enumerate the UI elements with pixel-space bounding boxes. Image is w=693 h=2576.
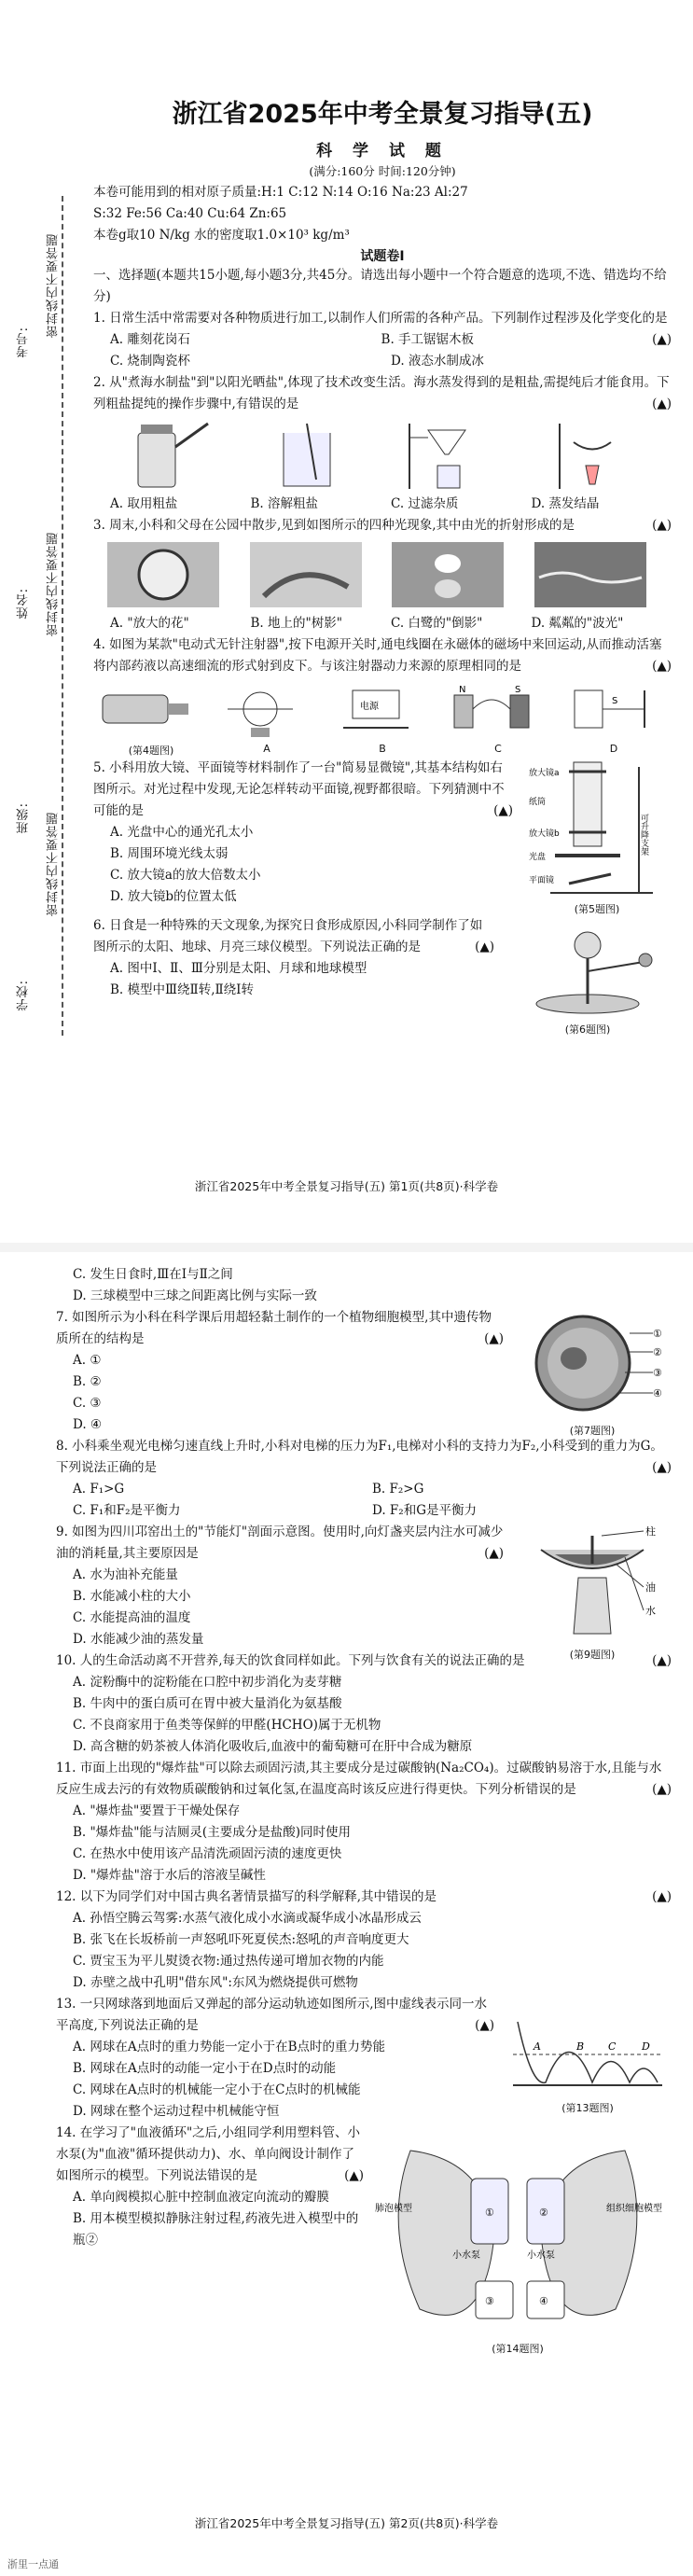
q12-stem: 12. 以下为同学们对中国古典名著情景描写的科学解释,其中错误的是 (▲)	[56, 1887, 672, 1908]
exam-page-2	[0, 1255, 693, 2576]
q3-photo-d	[530, 540, 672, 613]
q3-stem: 3. 周末,小科和父母在公园中散步,见到如图所示的四种光现象,其中由光的折射形成的是 (▲)	[93, 515, 672, 536]
q2-option-c: C. 过滤杂质	[391, 496, 459, 511]
q14-label-pump-2: 小水泵	[527, 2250, 555, 2261]
q2-option-b: B. 溶解粗盐	[250, 496, 319, 511]
svg-text:②: ②	[539, 2207, 548, 2219]
q5-label-a: 放大镜a	[529, 769, 560, 778]
svg-text:B: B	[576, 2040, 585, 2053]
q12-option-b: B. 张飞在长坂桥前一声怒吼吓死夏侯杰:怒吼的声音响度更大	[73, 1932, 409, 1947]
q9-label-shui: 水	[645, 1605, 656, 1617]
section-intro: 一、选择题(本题共15小题,每小题3分,共45分。请选出每小题中一个符合题意的选项,不选、错选均不给分)	[93, 268, 667, 304]
page2-footer: 浙江省2025年中考全景复习指导(五) 第2页(共8页)·科学卷	[194, 2516, 499, 2530]
svg-text:④: ④	[653, 1387, 662, 1399]
q13-option-b: B. 网球在A点时的动能一定小于在D点时的动能	[73, 2061, 337, 2076]
question-5	[93, 758, 672, 915]
question-4	[93, 634, 672, 758]
q5-label-b: 放大镜b	[529, 829, 560, 839]
q3-answer-mark: (▲)	[652, 518, 672, 533]
q14-answer-mark: (▲)	[344, 2168, 364, 2183]
question-11	[56, 1758, 672, 1887]
no-answer-label-3: 密封线内不要答题	[47, 812, 61, 916]
q2-stem: 2. 从"煮海水制盐"到"以阳光晒盐",体现了技术改变生活。海水蒸发得到的是粗盐,需提纯后才能食用。下列粗盐提纯的操作步骤中,有错误的是 (▲)	[93, 372, 672, 415]
q1-option-a: A. 雕刻花岗石	[110, 332, 190, 347]
q3-photos	[103, 540, 672, 613]
q7-option-a: A. ①	[73, 1353, 102, 1368]
svg-text:A: A	[534, 2040, 541, 2053]
exam-page-1	[0, 0, 693, 1241]
page2-content	[56, 1264, 672, 2355]
q10-option-b: B. 牛肉中的蛋白质可在胃中被大量消化为氨基酸	[73, 1696, 342, 1711]
q7-stem: 7. 如图所示为小科在科学课后用超轻黏土制作的一个植物细胞模型,其中遗传物质所在的结构是 (▲)	[56, 1307, 504, 1350]
svg-text:S: S	[612, 696, 618, 706]
q5-label-mirror: 平面镜	[529, 876, 555, 885]
q9-figure	[522, 1522, 662, 1662]
svg-text:③: ③	[485, 2295, 494, 2307]
page-separator	[0, 1243, 693, 1252]
q5-option-b: B. 周围环境光线太弱	[110, 846, 229, 861]
q5-option-a: A. 光盘中心的通光孔太小	[110, 825, 254, 840]
q11-option-c: C. 在热水中使用该产品清洗顽固污渍的速度更快	[73, 1846, 342, 1861]
atomic-mass-note-2: S:32 Fe:56 Ca:40 Cu:64 Zn:65	[93, 206, 287, 221]
q1-option-d: D. 液态水制成冰	[391, 354, 484, 369]
q3-photo-c	[387, 540, 530, 613]
q6-caption: (第6题图)	[564, 1023, 611, 1036]
q5-caption: (第5题图)	[574, 903, 620, 915]
q13-option-a: A. 网球在A点时的重力势能一定小于在B点时的重力势能	[73, 2040, 386, 2054]
q10-option-c: C. 不良商家用于鱼类等保鲜的甲醛(HCHO)属于无机物	[73, 1718, 381, 1733]
q9-option-b: B. 水能减小柱的大小	[73, 1589, 191, 1604]
q6-option-b: B. 模型中Ⅲ绕Ⅱ转,Ⅱ绕Ⅰ转	[110, 982, 254, 997]
q14-option-b: B. 用本模型模拟静脉注射过程,药液先进入模型中的瓶②	[73, 2211, 359, 2248]
q4-option-c: C	[494, 743, 502, 755]
q3-option-c: C. 白鹭的"倒影"	[391, 616, 483, 631]
q9-option-d: D. 水能减少油的蒸发量	[73, 1632, 204, 1647]
school-label: 学校:	[17, 980, 31, 1011]
q13-option-c: C. 网球在A点时的机械能一定小于在C点时的机械能	[73, 2082, 361, 2097]
q9-label-you: 油	[645, 1581, 656, 1594]
q5-label-disc: 光盘	[529, 853, 547, 862]
q3-photo-b	[245, 540, 388, 613]
score-time: (满分:160分 时间:120分钟)	[309, 164, 456, 178]
q14-figure	[373, 2123, 662, 2356]
q3-option-b: B. 地上的"树影"	[250, 616, 342, 631]
q12-answer-mark: (▲)	[652, 1889, 672, 1904]
q1-option-b: B. 手工锯锯木板	[381, 332, 475, 347]
q4-figures	[93, 681, 672, 758]
section-title: 试题卷Ⅰ	[360, 249, 405, 264]
q14-option-a: A. 单向阀模拟心脏中控制血液定向流动的瓣膜	[73, 2190, 329, 2205]
page1-footer: 浙江省2025年中考全景复习指导(五) 第1页(共8页)·科学卷	[194, 1179, 499, 1193]
q5-label-lift: 可升降支架	[639, 814, 648, 856]
q9-option-a: A. 水为油补充能量	[73, 1567, 178, 1582]
svg-text:N: N	[459, 685, 466, 695]
question-13	[56, 1994, 672, 2123]
q1-stem: 1. 日常生活中常需要对各种物质进行加工,以制作人们所需的各种产品。下列制作过程涉及化学变化的是 (▲)	[93, 308, 672, 329]
q12-option-a: A. 孙悟空腾云驾雾:水蒸气液化成小水滴或凝华成小冰晶形成云	[73, 1911, 422, 1926]
q13-caption: (第13题图)	[561, 2102, 614, 2114]
q4-fig-b	[325, 681, 440, 758]
question-14	[56, 2123, 672, 2355]
q10-option-d: D. 高含糖的奶茶被人体消化吸收后,血液中的葡萄糖可在肝中合成为糖原	[73, 1739, 473, 1754]
q5-figure	[527, 758, 667, 916]
gravity-note: 本卷g取10 N/kg 水的密度取1.0×10³ kg/m³	[93, 228, 350, 243]
q7-caption: (第7题图)	[569, 1425, 616, 1437]
q8-option-b: B. F₂>G	[372, 1482, 424, 1497]
q3-option-a: A. "放大的花"	[110, 616, 189, 631]
q9-label-zhu: 柱	[645, 1525, 656, 1538]
q6-option-c: C. 发生日食时,Ⅲ在Ⅰ与Ⅱ之间	[73, 1267, 233, 1282]
q14-caption: (第14题图)	[492, 2343, 544, 2355]
q1-option-c: C. 烧制陶瓷杯	[110, 354, 190, 369]
q7-option-b: B. ②	[73, 1374, 102, 1389]
name-label: 姓名:	[17, 588, 31, 620]
q10-option-a: A. 淀粉酶中的淀粉能在口腔中初步消化为麦芽糖	[73, 1675, 342, 1690]
q7-answer-mark: (▲)	[484, 1331, 504, 1346]
svg-text:③: ③	[653, 1367, 662, 1379]
q2-option-d: D. 蒸发结晶	[531, 496, 600, 511]
class-label: 班级:	[17, 802, 31, 834]
q8-answer-mark: (▲)	[652, 1460, 672, 1475]
q4-option-a: A	[263, 743, 270, 755]
q14-stem: 14. 在学习了"血液循环"之后,小组同学利用塑料管、小水泵(为"血液"循环提供动力)、水、单向阀设计制作了如图所示的模型。下列说法错误的是 (▲)	[56, 2123, 364, 2187]
q2-option-a: A. 取用粗盐	[110, 496, 178, 511]
q9-stem: 9. 如图为四川邛窑出土的"节能灯"剖面示意图。使用时,向灯盏夹层内注水可减少油的消耗量,其主要原因是 (▲)	[56, 1522, 504, 1565]
q5-option-c: C. 放大镜a的放大倍数太小	[110, 868, 261, 883]
q14-label-pump-1: 小水泵	[452, 2250, 480, 2261]
q6-option-a: A. 图中Ⅰ、Ⅱ、Ⅲ分别是太阳、月球和地球模型	[110, 961, 367, 976]
q14-label-lung: 肺泡模型	[375, 2204, 412, 2214]
q13-figure	[513, 2003, 662, 2115]
q11-answer-mark: (▲)	[652, 1782, 672, 1797]
q2-answer-mark: (▲)	[652, 397, 672, 411]
svg-text:②: ②	[653, 1346, 662, 1358]
q10-answer-mark: (▲)	[652, 1653, 672, 1668]
q2-figures	[110, 419, 672, 494]
question-7	[56, 1307, 672, 1436]
q13-answer-mark: (▲)	[475, 2018, 494, 2033]
q5-stem: 5. 小科用放大镜、平面镜等材料制作了一台"简易显微镜",其基本结构如右图所示。对光过程中发现,无论怎样转动平面镜,视野都很暗。下列猜测中不可能的是 (▲)	[93, 758, 513, 822]
q10-stem: 10. 人的生命活动离不开营养,每天的饮食同样如此。下列与饮食有关的说法正确的是 (▲)	[56, 1650, 672, 1672]
q4-answer-mark: (▲)	[652, 659, 672, 674]
q7-option-d: D. ④	[73, 1417, 103, 1432]
question-2	[93, 372, 672, 515]
svg-text:D: D	[642, 2040, 650, 2053]
q4-fig-c	[440, 681, 556, 758]
q4-fig-d	[556, 681, 672, 758]
q13-option-d: D. 网球在整个运动过程中机械能守恒	[73, 2104, 280, 2119]
q7-figure	[522, 1307, 662, 1438]
q4-stem: 4. 如图为某款"电动式无针注射器",按下电源开关时,通电线圈在永磁体的磁场中来回运动,从而推动活塞将内部药液以高速细流的形式射到皮下。与该注射器动力来源的原理相同的是 (▲)	[93, 634, 672, 677]
q8-option-d: D. F₂和G是平衡力	[372, 1503, 477, 1518]
q9-answer-mark: (▲)	[484, 1546, 504, 1561]
page1-content	[93, 93, 672, 1036]
q1-answer-mark: (▲)	[652, 332, 672, 347]
q9-option-c: C. 水能提高油的温度	[73, 1610, 191, 1625]
q11-stem: 11. 市面上出现的"爆炸盐"可以除去顽固污渍,其主要成分是过碳酸钠(Na₂CO₄)。过碳酸钠易溶于水,且能与水反应生成去污的有效物质碳酸钠和过氧化氢,在温度高时该反应进行得更快。下列分析错误的是 (▲)	[56, 1758, 672, 1801]
question-10	[56, 1650, 672, 1758]
q11-option-d: D. "爆炸盐"溶于水后的溶液呈碱性	[73, 1868, 266, 1883]
q4-option-b: B	[379, 743, 386, 755]
svg-text:①: ①	[653, 1328, 662, 1340]
svg-text:C: C	[608, 2040, 617, 2053]
kaohao-label: 考号:	[17, 327, 31, 358]
q4-option-d: D	[609, 743, 618, 755]
q6-answer-mark: (▲)	[475, 940, 494, 954]
question-1	[93, 308, 672, 372]
q6-stem: 6. 日食是一种特殊的天文现象,为探究日食形成原因,小科同学制作了如图所示的太阳、地球、月亮三球仪模型。下列说法正确的是 (▲)	[93, 915, 494, 958]
q14-label-tissue: 组织细胞模型	[606, 2204, 662, 2214]
q4-caption: (第4题图)	[128, 745, 174, 757]
q5-option-d: D. 放大镜b的位置太低	[110, 889, 237, 904]
svg-text:电源: 电源	[360, 702, 379, 712]
no-answer-label-2: 密封线内不要答题	[47, 532, 61, 636]
question-8	[56, 1436, 672, 1522]
q2-fig-a-jar	[110, 419, 251, 494]
q9-caption: (第9题图)	[569, 1649, 616, 1661]
q8-option-a: A. F₁>G	[73, 1482, 125, 1497]
q8-stem: 8. 小科乘坐观光电梯匀速直线上升时,小科对电梯的压力为F₁,电梯对小科的支持力为F₂,小科受到的重力为G。下列说法正确的是 (▲)	[56, 1436, 672, 1479]
exam-title: 浙江省2025年中考全景复习指导(五)	[172, 100, 593, 129]
q7-option-c: C. ③	[73, 1396, 102, 1411]
q4-fig-injector	[93, 681, 209, 758]
q6-figure	[513, 915, 662, 1037]
subject-title: 科 学 试 题	[316, 142, 449, 160]
watermark: 浙里一点通	[7, 2558, 59, 2570]
q4-fig-a	[209, 681, 325, 758]
q13-stem: 13. 一只网球落到地面后又弹起的部分运动轨迹如图所示,图中虚线表示同一水平高度,下列说法正确的是 (▲)	[56, 1994, 494, 2037]
q6-option-d: D. 三球模型中三球之间距离比例与实际一致	[73, 1288, 317, 1303]
q3-photo-a	[103, 540, 245, 613]
atomic-mass-note: 本卷可能用到的相对原子质量:H:1 C:12 N:14 O:16 Na:23 Al:27	[93, 185, 468, 200]
svg-text:①: ①	[485, 2207, 494, 2219]
q11-option-b: B. "爆炸盐"能与洁厕灵(主要成分是盐酸)同时使用	[73, 1825, 351, 1840]
seal-line-area	[9, 196, 75, 1036]
no-answer-label-1: 密封线内不要答题	[47, 233, 61, 338]
q3-option-d: D. 粼粼的"波光"	[531, 616, 624, 631]
q12-option-c: C. 贾宝玉为平儿熨烫衣物:通过热传递可增加衣物的内能	[73, 1954, 384, 1969]
question-12	[56, 1887, 672, 1994]
q12-option-d: D. 赤壁之战中孔明"借东风":东风为燃烧提供可燃物	[73, 1975, 358, 1990]
q5-label-tube: 纸筒	[529, 798, 547, 807]
svg-text:S: S	[515, 685, 521, 695]
q2-fig-c-filter	[391, 419, 532, 494]
q5-answer-mark: (▲)	[493, 803, 513, 818]
q2-fig-b-beaker	[251, 419, 392, 494]
svg-text:④: ④	[539, 2295, 548, 2307]
question-6	[93, 915, 672, 1036]
question-3	[93, 515, 672, 634]
q11-option-a: A. "爆炸盐"要置于干燥处保存	[73, 1803, 241, 1818]
q2-fig-d-evaporate	[532, 419, 672, 494]
q8-option-c: C. F₁和F₂是平衡力	[73, 1503, 181, 1518]
